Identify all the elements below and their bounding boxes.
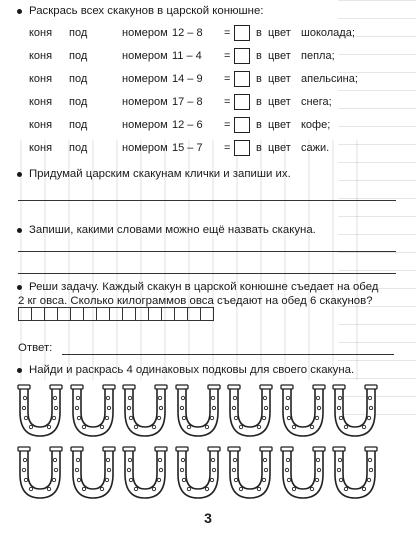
row-expression: 11 – 4 <box>172 50 202 62</box>
equals-sign: = <box>224 119 231 131</box>
color-row <box>29 47 335 65</box>
color-name: сажи. <box>301 142 330 154</box>
horseshoe-row-2 <box>16 444 384 502</box>
row-word: номером <box>122 119 168 131</box>
row-word: в <box>256 96 262 108</box>
equals-sign: = <box>224 96 231 108</box>
answer-line[interactable] <box>62 354 394 355</box>
task-5 <box>18 363 354 378</box>
row-word: коня <box>29 27 53 39</box>
bullet-icon <box>17 368 22 373</box>
row-word: под <box>69 73 88 85</box>
horseshoe-icon[interactable] <box>226 444 274 502</box>
grid-cell[interactable] <box>83 307 97 321</box>
row-word: в <box>256 119 262 131</box>
row-word: под <box>69 119 88 131</box>
horseshoe-icon[interactable] <box>174 444 222 502</box>
bullet-icon <box>17 172 22 177</box>
color-name: шоколада; <box>301 27 355 39</box>
color-row <box>29 93 332 111</box>
row-word: цвет <box>268 119 291 131</box>
row-word: цвет <box>268 27 291 39</box>
row-word: номером <box>122 73 168 85</box>
task-2 <box>18 167 291 182</box>
answer-box[interactable] <box>234 48 250 64</box>
answer-box[interactable] <box>234 140 250 156</box>
task-3-text: Запиши, какими словами можно ещё назвать скакуна. <box>29 224 316 236</box>
task-2-text: Придумай царским скакунам клички и запиши их. <box>29 168 291 180</box>
equals-sign: = <box>224 142 231 154</box>
horseshoe-icon[interactable] <box>16 444 64 502</box>
writing-line[interactable] <box>18 251 396 252</box>
equals-sign: = <box>224 73 231 85</box>
horseshoe-icon[interactable] <box>121 444 169 502</box>
grid-cell[interactable] <box>122 307 136 321</box>
task-4-line-2: 2 кг овса. Сколько килограммов овса съедают на обед 6 скакунов? <box>18 295 373 307</box>
horseshoe-icon[interactable] <box>121 382 169 440</box>
grid-cell[interactable] <box>135 307 149 321</box>
horseshoe-icon[interactable] <box>279 382 327 440</box>
row-word: под <box>69 96 88 108</box>
row-word: коня <box>29 50 53 62</box>
row-word: под <box>69 50 88 62</box>
grid-cell[interactable] <box>96 307 110 321</box>
row-word: в <box>256 50 262 62</box>
grid-cell[interactable] <box>70 307 84 321</box>
task-3 <box>18 223 316 238</box>
task-4 <box>18 280 378 295</box>
bullet-icon <box>17 228 22 233</box>
task-1-text: Раскрась всех скакунов в царской конюшне: <box>29 5 264 17</box>
row-word: в <box>256 142 262 154</box>
task-5-text: Найди и раскрась 4 одинаковых подковы для своего скакуна. <box>29 364 355 376</box>
color-name: апельсина; <box>301 73 358 85</box>
answer-grid[interactable] <box>18 307 213 321</box>
color-name: кофе; <box>301 119 331 131</box>
horseshoe-icon[interactable] <box>16 382 64 440</box>
color-row <box>29 139 329 157</box>
row-word: номером <box>122 96 168 108</box>
writing-line[interactable] <box>18 273 396 274</box>
row-word: номером <box>122 27 168 39</box>
color-name: снега; <box>301 96 332 108</box>
horseshoe-icon[interactable] <box>226 382 274 440</box>
row-word: в <box>256 73 262 85</box>
row-word: коня <box>29 119 53 131</box>
horseshoe-icon[interactable] <box>174 382 222 440</box>
color-row <box>29 116 330 134</box>
grid-cell[interactable] <box>187 307 201 321</box>
answer-box[interactable] <box>234 117 250 133</box>
grid-cell[interactable] <box>109 307 123 321</box>
row-word: номером <box>122 142 168 154</box>
answer-label: Ответ: <box>18 342 53 354</box>
row-word: номером <box>122 50 168 62</box>
grid-cell[interactable] <box>161 307 175 321</box>
task-4-line-1: Реши задачу. Каждый скакун в царской конюшне съедает на обед <box>29 281 379 293</box>
horseshoe-icon[interactable] <box>279 444 327 502</box>
horseshoe-icon[interactable] <box>331 382 379 440</box>
bullet-icon <box>17 285 22 290</box>
row-expression: 17 – 8 <box>172 96 203 108</box>
row-word: цвет <box>268 50 291 62</box>
answer-box[interactable] <box>234 71 250 87</box>
row-expression: 14 – 9 <box>172 73 203 85</box>
row-word: цвет <box>268 73 291 85</box>
grid-cell[interactable] <box>44 307 58 321</box>
row-word: цвет <box>268 96 291 108</box>
row-expression: 15 – 7 <box>172 142 203 154</box>
grid-cell[interactable] <box>200 307 214 321</box>
horseshoe-icon[interactable] <box>69 444 117 502</box>
equals-sign: = <box>224 27 231 39</box>
grid-cell[interactable] <box>174 307 188 321</box>
writing-line[interactable] <box>18 200 396 201</box>
row-word: коня <box>29 73 53 85</box>
equals-sign: = <box>224 50 231 62</box>
row-expression: 12 – 8 <box>172 27 203 39</box>
row-word: коня <box>29 96 53 108</box>
grid-cell[interactable] <box>31 307 45 321</box>
page-number: 3 <box>204 510 212 526</box>
task-1 <box>18 4 263 19</box>
color-row <box>29 24 355 42</box>
row-word: под <box>69 27 88 39</box>
horseshoe-icon[interactable] <box>331 444 379 502</box>
horseshoe-row-1 <box>16 382 384 440</box>
row-word: под <box>69 142 88 154</box>
answer-box[interactable] <box>234 25 250 41</box>
grid-cell[interactable] <box>18 307 32 321</box>
row-word: цвет <box>268 142 291 154</box>
grid-cell[interactable] <box>57 307 71 321</box>
row-word: в <box>256 27 262 39</box>
bullet-icon <box>17 9 22 14</box>
answer-box[interactable] <box>234 94 250 110</box>
color-row <box>29 70 358 88</box>
color-name: пепла; <box>301 50 335 62</box>
horseshoe-icon[interactable] <box>69 382 117 440</box>
row-expression: 12 – 6 <box>172 119 203 131</box>
grid-cell[interactable] <box>148 307 162 321</box>
row-word: коня <box>29 142 53 154</box>
